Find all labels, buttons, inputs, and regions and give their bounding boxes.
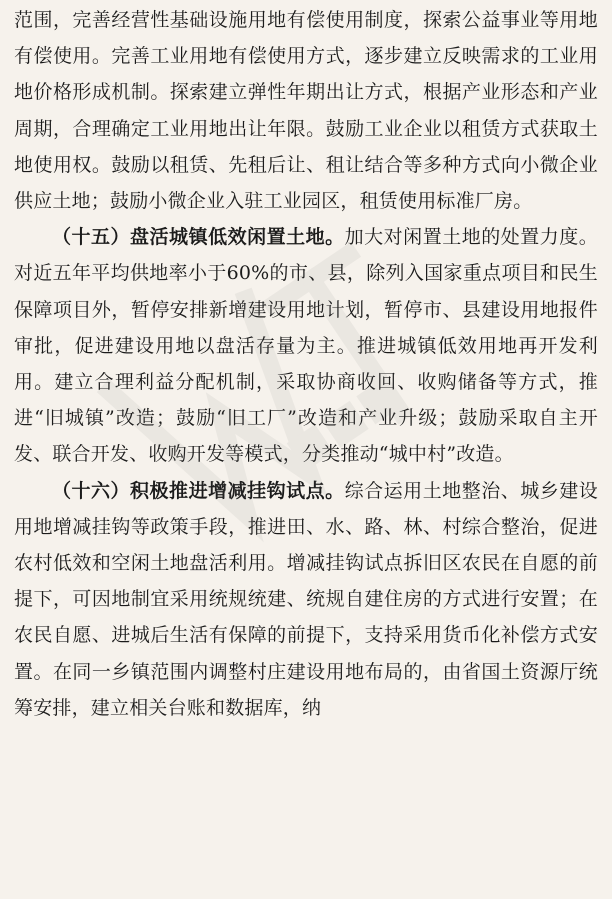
- section-16-paragraph: [14, 473, 598, 726]
- section-15-paragraph: [14, 219, 598, 472]
- paragraph-continuation: [14, 2, 598, 219]
- section-16-heading: （十六）积极推进增减挂钩试点。: [52, 479, 345, 502]
- section-15-body: 加大对闲置土地的处置力度。对近五年平均供地率小于60%的市、县，除列入国家重点项目和民生保障项目外，暂停安排新增建设用地计划，暂停市、县建设用地报件审批，促进建设用地以盘活存量为主。推进城镇低效用地再开发利用。建立合理利益分配机制，采取协商收回、收购储备等方式，推进“旧城镇”改造；鼓励“旧工厂”改造和产业升级；鼓励采取自主开发、联合开发、收购开发等模式，分类推动“城中村”改造。: [14, 226, 598, 466]
- paragraph-1-text: 范围，完善经营性基础设施用地有偿使用制度，探索公益事业等用地有偿使用。完善工业用地有偿使用方式，逐步建立反映需求的工业用地价格形成机制。探索建立弹性年期出让方式，根据产业形态和产业周期，合理确定工业用地出让年限。鼓励工业企业以租赁方式获取土地使用权。鼓励以租赁、先租后让、租让结合等多种方式向小微企业供应土地；鼓励小微企业入驻工业园区，租赁使用标准厂房。: [14, 9, 598, 213]
- section-16-body: 综合运用土地整治、城乡建设用地增减挂钩等政策手段，推进田、水、路、林、村综合整治，促进农村低效和空闲土地盘活利用。增减挂钩试点拆旧区农民在自愿的前提下，可因地制宜采用统规统建、统规自建住房的方式进行安置；在农民自愿、进城后生活有保障的前提下，支持采用货币化补偿方式安置。在同一乡镇范围内调整村庄建设用地布局的，由省国土资源厅统筹安排，建立相关台账和数据库，纳: [14, 479, 598, 719]
- section-15-heading: （十五）盘活城镇低效闲置土地。: [52, 226, 345, 249]
